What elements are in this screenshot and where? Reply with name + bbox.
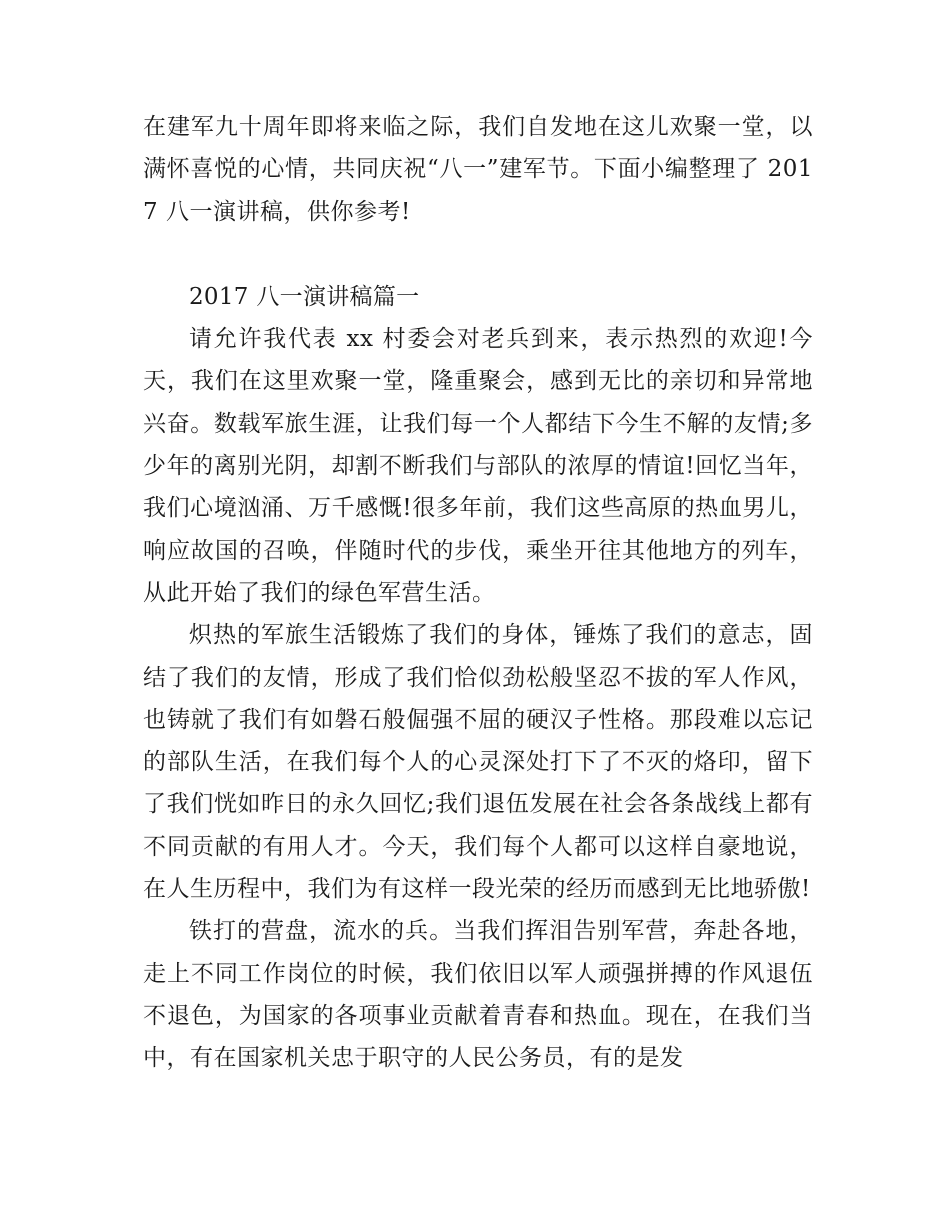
intro-paragraph: 在建军九十周年即将来临之际，我们自发地在这儿欢聚一堂，以满怀喜悦的心情，共同庆祝“八一”建军节。下面小编整理了 2017 八一演讲稿，供你参考! — [143, 114, 813, 225]
body-paragraph-1: 请允许我代表 xx 村委会对老兵到来，表示热烈的欢迎!今天，我们在这里欢聚一堂，隆重聚会，感到无比的亲切和异常地兴奋。数载军旅生涯，让我们每一个人都结下今生不解的友情;多少年的离别光阴，却割不断我们与部队的浓厚的情谊!回忆当年，我们心境汹涌、万千感慨!很多年前，我们这些高原的热血男儿，响应故国的召唤，伴随时代的步伐，乘坐开往其他地方的列车，从此开始了我们的绿色军营生活。 — [143, 326, 813, 606]
section-title: 2017 八一演讲稿篇一 — [189, 283, 420, 310]
body-paragraph-2: 炽热的军旅生活锻炼了我们的身体，锤炼了我们的意志，固结了我们的友情，形成了我们恰似劲松般坚忍不拔的军人作风，也铸就了我们有如磐石般倔强不屈的硬汉子性格。那段难以忘记的部队生活，在我们每个人的心灵深处打下了不灭的烙印，留下了我们恍如昨日的永久回忆;我们退伍发展在社会各条战线上都有不同贡献的有用人才。今天，我们每个人都可以这样自豪地说，在人生历程中，我们为有这样一段光荣的经历而感到无比地骄傲! — [143, 622, 813, 903]
document-body — [143, 106, 813, 1080]
body-paragraph-3: 铁打的营盘，流水的兵。当我们挥泪告别军营，奔赴各地，走上不同工作岗位的时候，我们依旧以军人顽强拼搏的作风退伍不退色，为国家的各项事业贡献着青春和热血。现在，在我们当中，有在国家机关忠于职守的人民公务员，有的是发 — [143, 918, 813, 1072]
